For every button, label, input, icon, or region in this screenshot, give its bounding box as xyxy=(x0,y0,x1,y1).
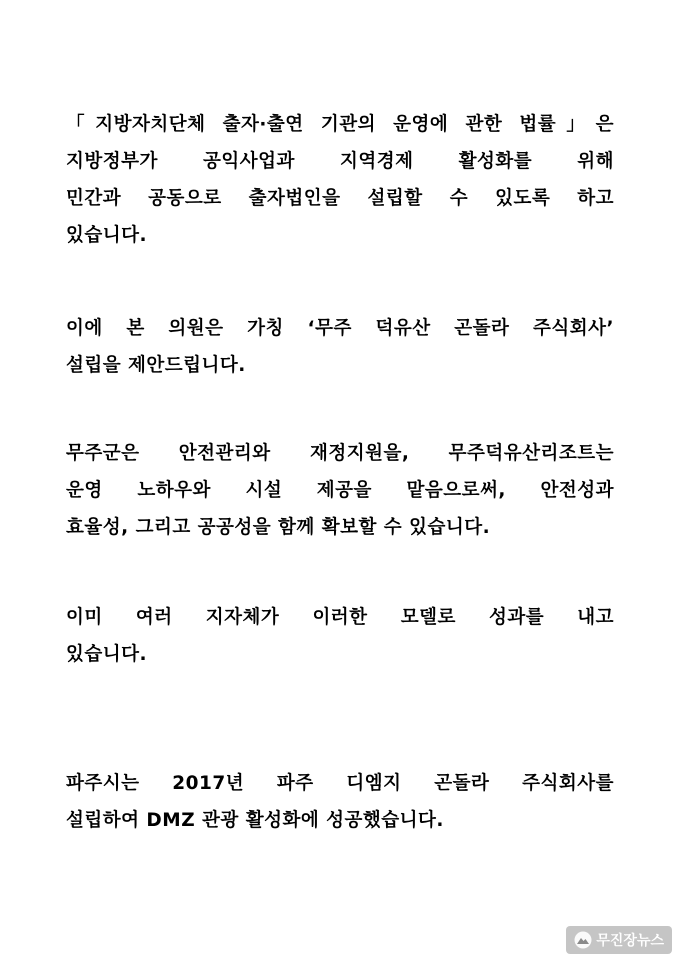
text-line: 이에 본 의원은 가칭 ‘무주 덕유산 곤돌라 주식회사’ xyxy=(66,318,614,339)
paragraph-proposal xyxy=(66,310,614,384)
text-line: 민간과 공동으로 출자법인을 설립할 수 있도록 하고 xyxy=(66,188,614,209)
text-line: 설립하여 DMZ 관광 활성화에 성공했습니다. xyxy=(66,810,444,831)
watermark-text: 무진장뉴스 xyxy=(596,933,664,949)
text-line: 있습니다. xyxy=(66,644,148,665)
text-line: 「지방자치단체 출자·출연 기관의 운영에 관한 법률」은 xyxy=(66,114,614,135)
text-line: 효율성, 그리고 공공성을 함께 확보할 수 있습니다. xyxy=(66,517,491,538)
text-line: 있습니다. xyxy=(66,225,148,246)
text-line: 운영 노하우와 시설 제공을 맡음으로써, 안전성과 xyxy=(66,480,614,501)
text-line: 파주시는 2017년 파주 디엠지 곤돌라 주식회사를 xyxy=(66,773,614,794)
paragraph-law-intro xyxy=(66,106,614,254)
text-line: 이미 여러 지자체가 이러한 모델로 성과를 내고 xyxy=(66,607,614,628)
news-watermark xyxy=(566,926,672,954)
text-line: 지방정부가 공익사업과 지역경제 활성화를 위해 xyxy=(66,151,614,172)
paragraph-paju-example xyxy=(66,765,614,839)
text-line: 설립을 제안드립니다. xyxy=(66,355,246,376)
mountain-logo-icon xyxy=(574,931,592,949)
text-line: 무주군은 안전관리와 재정지원을, 무주덕유산리조트는 xyxy=(66,443,614,464)
paragraph-roles xyxy=(66,435,614,546)
paragraph-precedent xyxy=(66,599,614,673)
